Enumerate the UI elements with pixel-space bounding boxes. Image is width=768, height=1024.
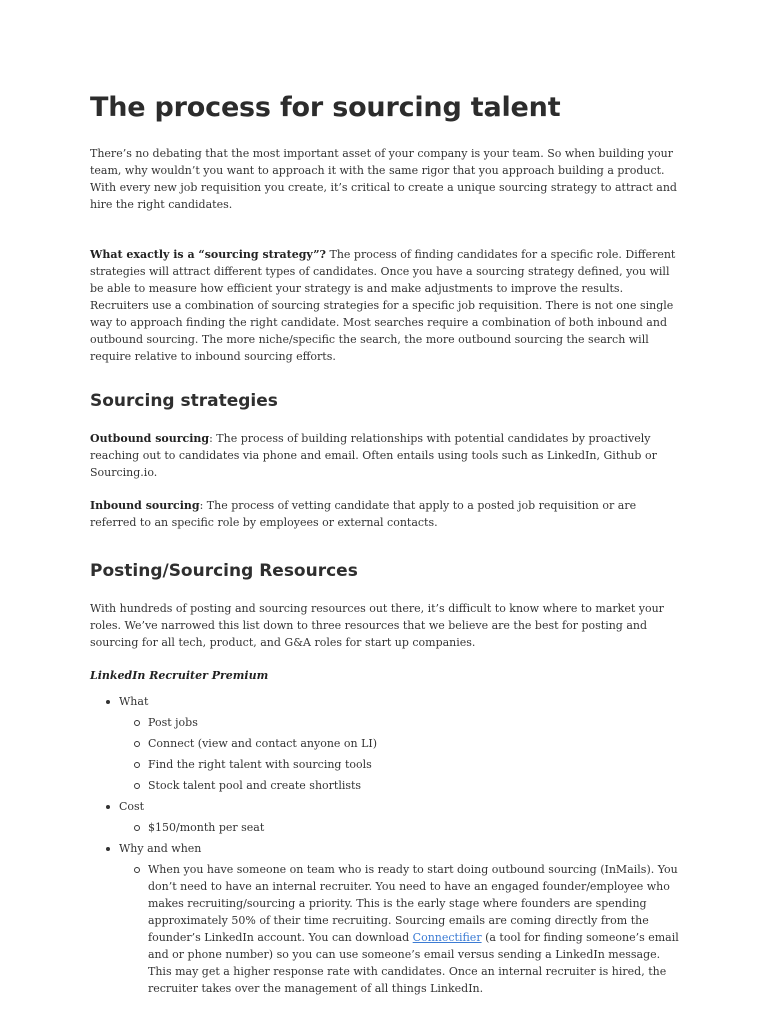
circle-bullet-icon xyxy=(134,720,140,726)
cost-label: Cost xyxy=(119,800,145,813)
inbound-label: Inbound sourcing xyxy=(90,499,200,512)
linkedin-subheading: LinkedIn Recruiter Premium xyxy=(90,669,269,682)
posting-resources-heading: Posting/Sourcing Resources xyxy=(90,561,358,581)
why-text-after: (a tool for finding someone’s email and or phone number) so you can use someone’s email versus sending a LinkedIn message. This may get a higher response rate with candidates. Once an internal recruiter is hired, the recruiter takes over the management of all things LinkedIn. xyxy=(148,931,679,995)
definition-text: The process of finding candidates for a specific role. Different strategies will attract different types of candidates. Once you have a sourcing strategy defined, you will be able to measure how efficient your strategy is and make adjustments to improve the results. Recruiters use a combination of sourcing strategies for a specific job requisition. There is not one single way to approach finding the right candidate. Most searches require a combination of both inbound and outbound sourcing. The more niche/specific the search, the more outbound sourcing the search will require relative to inbound sourcing efforts. xyxy=(90,248,676,363)
resources-intro-paragraph: With hundreds of posting and sourcing resources out there, it’s difficult to know where to market your roles. We’ve narrowed this list down to three resources that we believe are the best for posting and sourcing for all tech, product, and G&A roles for start up companies. xyxy=(90,602,664,649)
document-page xyxy=(90,88,682,997)
circle-bullet-icon xyxy=(134,825,140,831)
definition-label: What exactly is a “sourcing strategy”? xyxy=(90,248,326,261)
circle-bullet-icon xyxy=(134,741,140,747)
list-item-why-and-when xyxy=(90,840,682,997)
list-item: Post jobs xyxy=(90,714,682,731)
sourcing-strategies-heading: Sourcing strategies xyxy=(90,391,278,411)
outbound-text: : The process of building relationships with potential candidates by proactively reaching out to candidates via phone and email. Often entails using tools such as LinkedIn, Github or Sourcing.io. xyxy=(90,432,657,479)
circle-bullet-icon xyxy=(134,762,140,768)
what-sublist xyxy=(119,714,682,794)
why-text-before: When you have someone on team who is ready to start doing outbound sourcing (InMails). You don’t need to have an internal recruiter. You need to have an engaged founder/employee who makes recruiting/sourcing a priority. This is the early stage where founders are spending approximately 50% of their time recruiting. Sourcing emails are coming directly from the founder’s LinkedIn account. You can download xyxy=(148,863,678,944)
page-title: The process for sourcing talent xyxy=(90,92,561,123)
circle-bullet-icon xyxy=(134,867,140,873)
outbound-label: Outbound sourcing xyxy=(90,432,210,445)
inbound-paragraph xyxy=(90,497,682,531)
bullet-icon xyxy=(106,847,110,851)
list-item-cost xyxy=(90,798,682,836)
list-item: Stock talent pool and create shortlists xyxy=(90,777,682,794)
circle-bullet-icon xyxy=(134,783,140,789)
linkedin-outline-list xyxy=(90,693,682,997)
cost-sublist xyxy=(119,819,682,836)
why-sublist xyxy=(119,861,682,997)
outbound-paragraph xyxy=(90,430,682,481)
inbound-text: : The process of vetting candidate that apply to a posted job requisition or are referred to an specific role by employees or external contacts. xyxy=(90,499,637,529)
list-item: Find the right talent with sourcing tools xyxy=(90,756,682,773)
intro-paragraph: There’s no debating that the most important asset of your company is your team. So when building your team, why wouldn’t you want to approach it with the same rigor that you approach building a product. With every new job requisition you create, it’s critical to create a unique sourcing strategy to attract and hire the right candidates. xyxy=(90,147,677,211)
definition-paragraph xyxy=(90,246,682,365)
bullet-icon xyxy=(106,805,110,809)
connectifier-link[interactable]: Connectifier xyxy=(412,931,482,944)
list-item xyxy=(90,861,682,997)
list-item: $150/month per seat xyxy=(90,819,682,836)
why-label: Why and when xyxy=(119,842,202,855)
bullet-icon xyxy=(106,700,110,704)
list-item: Connect (view and contact anyone on LI) xyxy=(90,735,682,752)
what-label: What xyxy=(119,695,149,708)
list-item-what xyxy=(90,693,682,794)
